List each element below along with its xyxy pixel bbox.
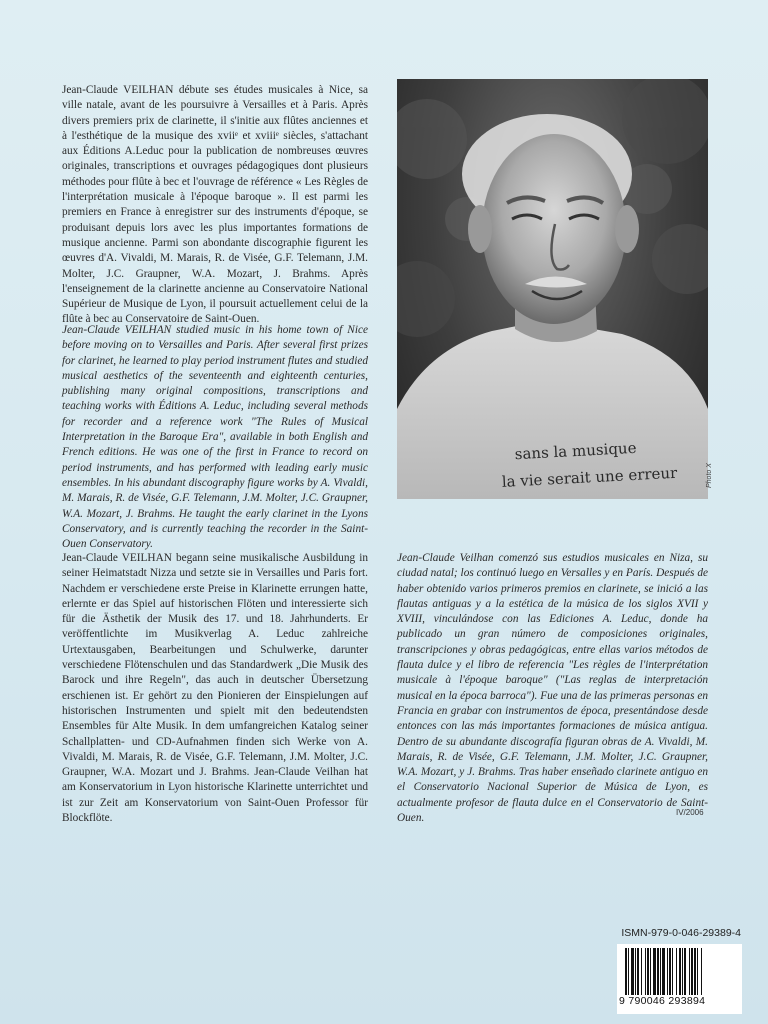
barcode-bar <box>647 948 649 996</box>
shirt-text-line2: la vie serait une erreur <box>501 463 678 491</box>
right-ear <box>615 205 639 253</box>
photo-credit: Photo X <box>706 463 713 488</box>
barcode-bar <box>653 948 656 996</box>
barcode-bar <box>635 948 636 996</box>
barcode-bar <box>660 948 661 996</box>
barcode-bar <box>669 948 671 996</box>
barcode-bar <box>684 948 686 996</box>
bio-german: Jean-Claude VEILHAN begann seine musikalische Ausbildung in seiner Heimatstadt Nizza und setzte sie in Versailles und Paris fort. Nachdem er verschiedene erste Preise in Klarinette errungen hatte, erlernte er das Spiel auf historischen Flöten und interessierte sich für die Ästhetik der Musik des 17. und 18. Jahrhunderts. Er veröffentlichte im Musikverlag A. Leduc zahlreiche Urtextausgaben, Bearbeitungen und Schulwerke, darunter verschiedene Flötenschulen und das Standardwerk „Die Musik des Barock und ihre Regeln", das auch in deutscher Übersetzung erschienen ist. Er gehört zu den Pionieren der Einspielungen auf historischen Instrumenten und spielt mit den bedeutendsten Ensembles für Alte Musik. In dem umfangreichen Katalog seiner Schallplatten- und CD-Aufnahmen finden sich Werke von A. Vivaldi, M. Marais, R. de Visée, G.F. Telemann, J.M. Molter, J.C. Graupner, W.A. Mozart und J. Brahms. Jean-Claude Veilhan hat am Konservatorium in Lyon historische Klarinette unterrichtet und ist zur Zeit am Konservatorium von Saint-Ouen Professor für Blockflöte. <box>62 552 368 825</box>
portrait-photo <box>397 79 708 499</box>
shirt-text-line1: sans la musique <box>514 438 637 464</box>
barcode-bar <box>672 948 673 996</box>
bio-french: Jean-Claude VEILHAN débute ses études musicales à Nice, sa ville natale, avant de les poursuivre à Versailles et à Paris. Après divers premiers prix de clarinette, il s'initie aux flûtes anciennes et à l'esthétique de la musique des xviiᵉ et xviiiᵉ siècles, s'attachant aux Éditions A.Leduc pour la publication de nombreuses œuvres originales, transcriptions et ouvrages pédagogiques dont plusieurs méthodes pour flûte à bec et l'ouvrage de référence « Les Règles de l'interprétation musicale à l'époque baroque ». Il est parmi les premiers en France à enregistrer sur des instruments d'époque, se produisant depuis lors avec les plus importantes formations de musique ancienne. Parmi son abondante discographie figurent les œuvres d'A. Vivaldi, M. Marais, R. de Visée, G.F. Telemann, J.M. Molter, J.C. Graupner, W.A. Mozart, J. Brahms. Après l'enseignement de la clarinette ancienne au Conservatoire National Supérieur de Musique de Lyon, il poursuit actuellement celui de la flûte à bec au Conservatoire de Saint-Ouen. <box>62 84 368 326</box>
barcode-bar <box>641 948 642 996</box>
barcode-bar <box>645 948 646 996</box>
barcode-bar <box>679 948 681 996</box>
barcode-bar <box>694 948 696 996</box>
barcode-bar <box>676 948 677 996</box>
barcode-bar <box>628 948 629 996</box>
barcode <box>617 944 742 1014</box>
barcode-bar <box>697 948 698 996</box>
bio-spanish: Jean-Claude Veilhan comenzó sus estudios musicales en Niza, su ciudad natal; los continuó luego en Versalles y en París. Después de haber obtenido varios primeros premios en clarinete, se inició a las flautas antiguas y a la estética de la música de los siglos XVII y XVIII, vinculándose con las Ediciones A. Leduc, donde ha publicado un gran número de composiciones originales, transcripciones y obras pedagógicas, entre ellas varios métodos de flauta dulce y el libro de referencia "Les règles de l'interprétation musicale à l'époque baroque" ("Las reglas de interpretación musical en la época barroca"). Fue una de las primeras personas en Francia en grabar con instrumentos de época, presentándose desde entonces con las más importantes formaciones de música antigua. Dentro de su abundante discografía figuran obras de A. Vivaldi, M. Marais, R. de Visée, G.F. Telemann, J.M. Molter, J.C. Graupner, W.A. Mozart, y J. Brahms. Tras haber enseñado clarinete antiguo en el Conservatorio Nacional Superior de Música de Lyon, es actualmente profesor de flauta dulce en el Conservatorio de Saint-Ouen. <box>397 552 708 825</box>
barcode-bars <box>625 948 735 996</box>
portrait-illustration <box>397 79 708 499</box>
bio-english: Jean-Claude VEILHAN studied music in his home town of Nice before moving on to Versailles and Paris. After several first prizes for clarinet, he learned to play period instrument flutes and studied musical aesthetics of the seventeenth and eighteenth centuries, publishing many original compositions, transcriptions and teaching works with Éditions A. Leduc, including several methods for recorder and a reference work "The Rules of Musical Interpretation in the Baroque Era", available in both English and French editions. He was one of the first in France to record on period instruments, and has performed with leading early music ensembles. In his abundant discography figure works by A. Vivaldi, M. Marais, R. de Visée, G.F. Telemann, J.M. Molter, J.C. Graupner, W.A. Mozart, J. Brahms. He taught the early clarinet in the Lyons Conservatory, and is currently teaching the recorder in the Saint-Ouen Conservatory. <box>62 324 368 551</box>
barcode-bar <box>650 948 651 996</box>
barcode-bar <box>691 948 693 996</box>
barcode-bar <box>657 948 659 996</box>
date-code: IV/2006 <box>676 808 704 817</box>
barcode-bar <box>662 948 665 996</box>
barcode-bar <box>637 948 639 996</box>
left-ear <box>468 205 492 253</box>
barcode-bar <box>667 948 668 996</box>
barcode-bar <box>631 948 634 996</box>
barcode-bar <box>625 948 627 996</box>
ismn-number: ISMN-979-0-046-29389-4 <box>621 927 741 939</box>
barcode-bar <box>682 948 683 996</box>
barcode-bar <box>701 948 702 996</box>
barcode-bar <box>689 948 690 996</box>
barcode-digits: 9 790046 293894 <box>619 995 739 1007</box>
